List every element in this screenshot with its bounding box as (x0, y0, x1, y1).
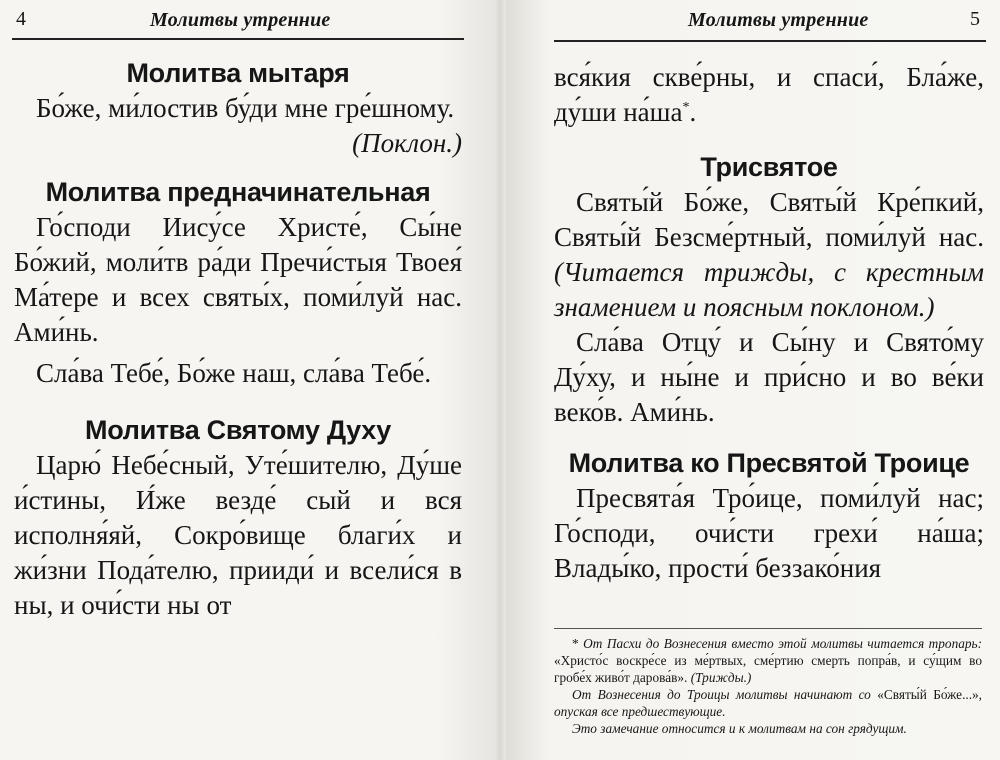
footnote-1-end: (Трижды.) (690, 670, 752, 685)
publican-prayer-text: Бо́же, ми́лостив бу́ди мне гре́шному. (36, 93, 455, 123)
continuation-end: . (689, 97, 697, 127)
footnote-1-mark: * (572, 636, 579, 651)
book-gutter (494, 0, 506, 760)
continuation-main: вся́кия скве́рны, и спаси́, Бла́же, ду́ши на́ша (554, 62, 984, 127)
footnote-2-end: опуская все предшествующие. (554, 704, 726, 719)
heading-publican-prayer: Молитва мытаря (126, 58, 350, 88)
footnote-2-quote: «Святы́й Бо́же...», (877, 687, 983, 702)
trisagion-doxology: Сла́ва Отцу́ и Сы́ну и Свято́му Ду́ху, и ны́не и при́сно и во ве́ки веко́в. Ами́нь. (554, 327, 984, 427)
heading-initial-prayer: Молитва предначинательная (45, 177, 431, 207)
initial-doxology: Сла́ва Тебе́, Бо́же наш, сла́ва Тебе́. (36, 358, 432, 388)
trisagion-rubric: (Читается трижды, с крестным знамением и поясным поклоном.) (554, 257, 984, 322)
footnote-1-italic: От Пасхи до Вознесения вместо этой молитвы читается тропарь: (583, 636, 982, 651)
holy-spirit-prayer-text: Царю́ Небе́сный, Уте́шителю, Ду́ше и́стины, И́же везде́ сый и вся исполня́яй, Сокро́вище благи́х и жи́зни Пода́телю, прииди́ и всели́ся в ны, и очи́сти ны от (14, 450, 462, 620)
footnote-3: Это замечание относится и к молитвам на сон грядущим. (572, 721, 907, 736)
footnote-2-italic: От Вознесения до Троицы молитвы начинают со (572, 687, 871, 702)
right-header-rule (554, 40, 986, 42)
footnote-mark: * (682, 100, 690, 115)
initial-prayer-text: Го́споди Иису́се Христе́, Сы́не Бо́жий, моли́тв ра́ди Пречи́стыя Твоея́ Ма́тере и всех святы́х, поми́луй нас. Ами́нь. (14, 212, 462, 347)
left-running-title: Молитвы утренние (150, 9, 331, 31)
trisagion-prayer: Святы́й Бо́же, Святы́й Кре́пкий, Святы́й Безсме́ртный, поми́луй нас. (554, 187, 984, 252)
footnote-2 (554, 686, 982, 720)
footnote-1 (554, 635, 982, 686)
footnotes (554, 628, 982, 737)
right-column (554, 60, 984, 586)
heading-holy-spirit-prayer: Молитва Святому Духу (85, 415, 391, 445)
heading-trisagion: Трисвятое (700, 152, 838, 182)
right-page-number: 5 (970, 8, 980, 30)
left-header-rule (12, 38, 464, 40)
trisagion-text (554, 185, 984, 325)
left-page-number: 4 (16, 8, 26, 30)
footnote-1-troparion: «Христо́с воскре́се из ме́ртвых, сме́ртию смерть попра́в, и су́щим во гробе́х живо́т дарова́в». (554, 653, 982, 685)
continuation-text (554, 60, 984, 130)
publican-rubric: (Поклон.) (352, 128, 462, 158)
heading-trinity-prayer: Молитва ко Пресвятой Троице (568, 448, 970, 478)
trinity-prayer-text: Пресвята́я Тро́ице, поми́луй нас; Го́споди, очи́сти грехи́ на́ша; Влады́ко, прости́ беззако́ния (554, 483, 984, 583)
right-running-title: Молитвы утренние (688, 9, 869, 31)
left-column (14, 56, 462, 623)
